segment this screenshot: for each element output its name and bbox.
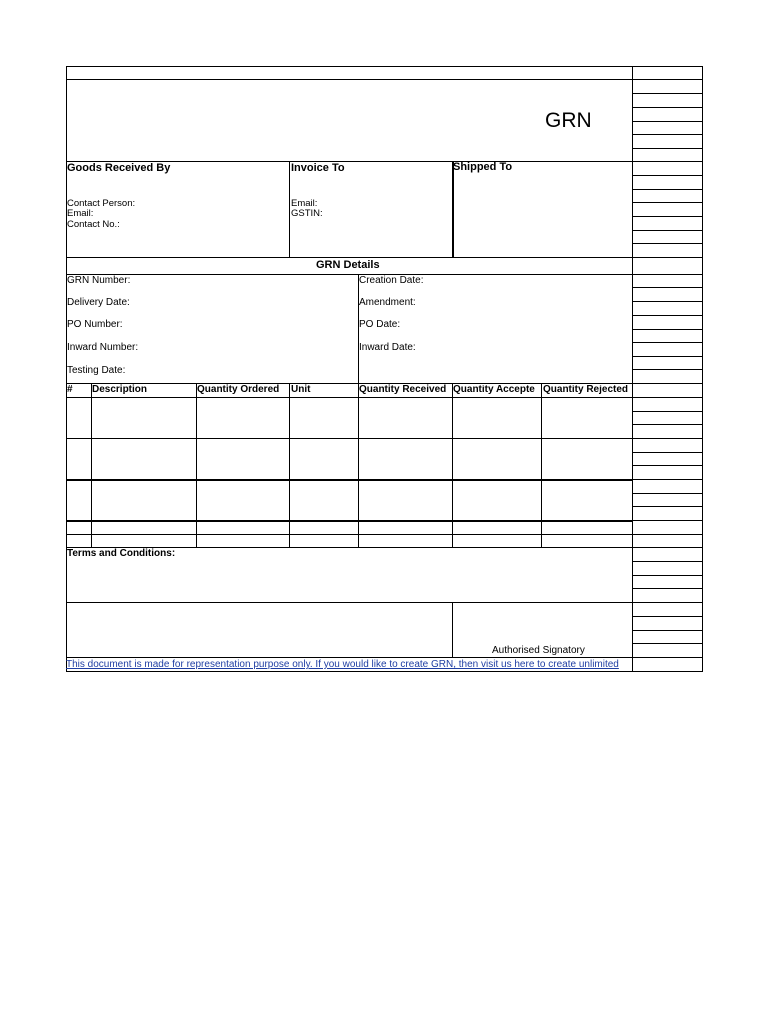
invoice-email-label: Email:: [291, 198, 318, 209]
shipped-to-heading: Shipped To: [453, 161, 513, 173]
column-header-number: #: [67, 384, 73, 395]
table-row: [66, 438, 632, 479]
gstin-label: GSTIN:: [291, 208, 323, 219]
table-row: [66, 520, 632, 534]
table-row: [66, 479, 632, 520]
grn-details-heading: GRN Details: [316, 259, 380, 271]
testing-date-label: Testing Date:: [67, 365, 126, 376]
column-header-description: Description: [92, 384, 148, 395]
column-header-quantity-received: Quantity Received: [359, 384, 447, 395]
right-gutter-cells: [632, 66, 702, 671]
inward-number-label: Inward Number:: [67, 342, 139, 353]
delivery-date-label: Delivery Date:: [67, 297, 130, 308]
terms-and-conditions-label: Terms and Conditions:: [67, 548, 176, 559]
table-row: [66, 397, 632, 438]
po-date-label: PO Date:: [359, 319, 401, 330]
inward-date-label: Inward Date:: [359, 342, 416, 353]
authorised-signatory-label: Authorised Signatory: [492, 645, 585, 656]
footer-link[interactable]: This document is made for representation purpose only. If you would like to create GRN, then visit us here to create unlimited: [66, 659, 619, 670]
grn-number-label: GRN Number:: [67, 275, 131, 286]
document-title: GRN: [545, 109, 592, 132]
column-header-quantity-accepted: Quantity Accepte: [453, 385, 535, 395]
contact-no-label: Contact No.:: [67, 219, 120, 230]
column-header-quantity-ordered: Quantity Ordered: [197, 384, 280, 395]
amendment-label: Amendment:: [359, 297, 416, 308]
email-label: Email:: [67, 208, 94, 219]
contact-person-label: Contact Person:: [67, 198, 136, 209]
invoice-to-heading: Invoice To: [291, 162, 345, 174]
creation-date-label: Creation Date:: [359, 275, 424, 286]
table-row: [66, 534, 632, 547]
goods-received-by-heading: Goods Received By: [67, 162, 171, 174]
column-header-unit: Unit: [291, 384, 311, 395]
column-header-quantity-rejected: Quantity Rejected: [543, 385, 629, 395]
po-number-label: PO Number:: [67, 319, 123, 330]
